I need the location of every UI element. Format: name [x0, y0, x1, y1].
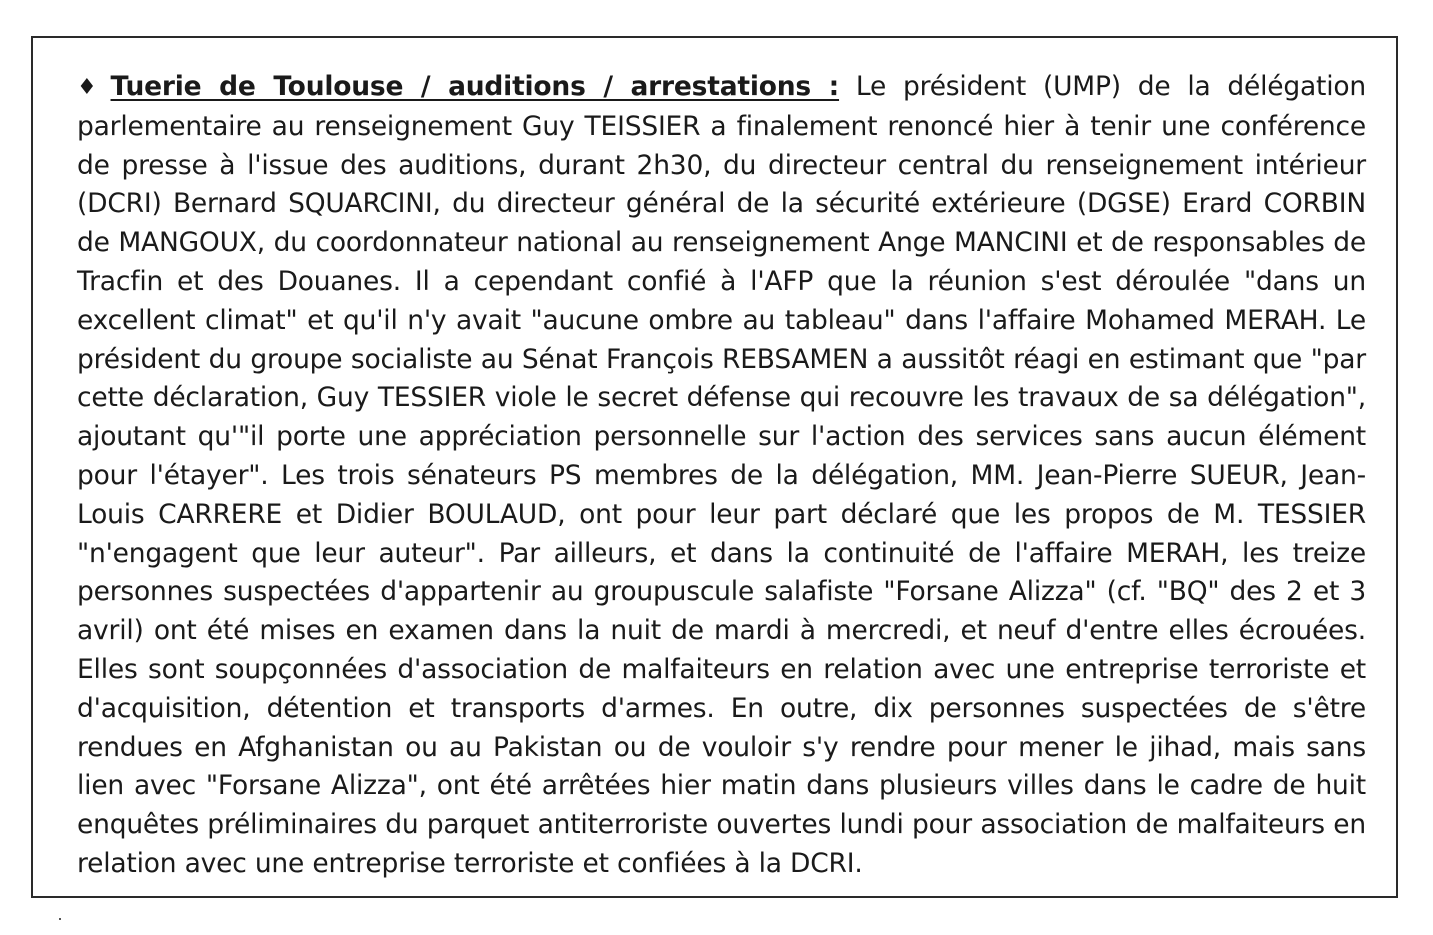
article-frame [31, 36, 1398, 898]
article-paragraph [77, 68, 1366, 884]
article-body: Le président (UMP) de la délégation parlementaire au renseignement Guy TEISSIER a finalement renoncé hier à tenir une conférence de presse à l'issue des auditions, durant 2h30, du directeur central du renseignement intérieur (DCRI) Bernard SQUARCINI, du directeur général de la sécurité extérieure (DGSE) Erard CORBIN de MANGOUX, du coordonnateur national au renseignement Ange MANCINI et de responsables de Tracfin et des Douanes. Il a cependant confié à l'AFP que la réunion s'est déroulée "dans un excellent climat" et qu'il n'y avait "aucune ombre au tableau" dans l'affaire Mohamed MERAH. Le président du groupe socialiste au Sénat François REBSAMEN a aussitôt réagi en estimant que "par cette déclaration, Guy TESSIER viole le secret défense qui recouvre les travaux de sa délégation", ajoutant qu'"il porte une appréciation personnelle sur l'action des services sans aucun élément pour l'étayer". Les trois sénateurs PS membres de la délégation, MM. Jean-Pierre SUEUR, Jean-Louis CARRERE et Didier BOULAUD, ont pour leur part déclaré que les propos de M. TESSIER "n'engagent que leur auteur". Par ailleurs, et dans la continuité de l'affaire MERAH, les treize personnes suspectées d'appartenir au groupuscule salafiste "Forsane Alizza" (cf. "BQ" des 2 et 3 avril) ont été mises en examen dans la nuit de mardi à mercredi, et neuf d'entre elles écrouées. Elles sont soupçonnées d'association de malfaiteurs en relation avec une entreprise terroriste et d'acquisition, détention et transports d'armes. En outre, dix personnes suspectées de s'être rendues en Afghanistan ou au Pakistan ou de vouloir s'y rendre pour mener le jihad, mais sans lien avec "Forsane Alizza", ont été arrêtées hier matin dans plusieurs villes dans le cadre de huit enquêtes préliminaires du parquet antiterroriste ouvertes lundi pour association de malfaiteurs en relation avec une entreprise terroriste et confiées à la DCRI. [77, 71, 1366, 879]
article-heading: Tuerie de Toulouse / auditions / arrestations : [110, 71, 840, 102]
scan-speck [59, 918, 61, 920]
diamond-bullet-icon: ♦ [77, 75, 97, 100]
